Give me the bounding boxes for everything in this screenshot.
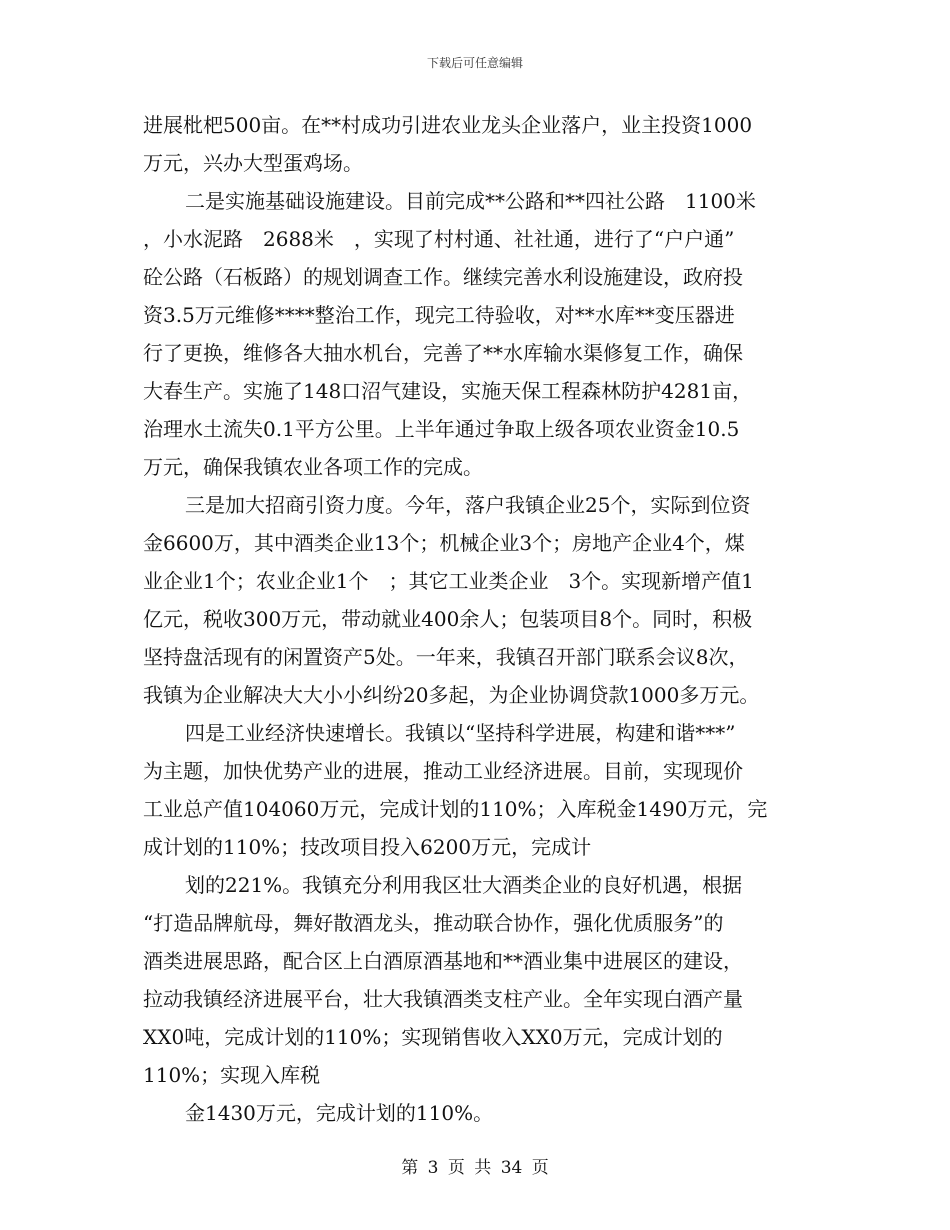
text-line: 110%；实现入库税 [143,1063,321,1087]
text-line: 为主题，加快优势产业的进展，推动工业经济进展。目前，实现现价 [143,759,743,783]
text-line: 金1430万元，完成计划的110%。 [185,1101,494,1125]
text-line: 金6600万，其中酒类企业13个；机械企业3个；房地产企业4个，煤 [143,531,745,555]
text-line: 工业总产值104060万元，完成计划的110%；入库税金1490万元，完 [143,797,768,821]
document-body [143,106,823,1132]
text-line: 资3.5万元维修****整治工作，现完工待验收，对**水库**变压器进 [143,303,735,327]
text-line: “打造品牌航母，舞好散酒龙头，推动联合协作，强化优质服务”的 [143,911,724,935]
text-line: 大春生产。实施了148口沼气建设，实施天保工程森林防护4281亩， [143,379,753,403]
text-line: 拉动我镇经济进展平台，壮大我镇酒类支柱产业。全年实现白酒产量 [143,987,743,1011]
text-line: 业企业1个；农业企业1个 ；其它工业类企业 3个。实现新增产值1 [143,569,754,593]
text-line: 二是实施基础设施建设。目前完成**公路和**四社公路 1100米 [185,189,756,213]
text-line: 行了更换，维修各大抽水机台，完善了**水库输水渠修复工作，确保 [143,341,743,365]
text-line: 酒类进展思路，配合区上白酒原酒基地和**酒业集中进展区的建设， [143,949,743,973]
page-footer: 第 3 页 共 34 页 [401,1158,549,1178]
text-line: 划的221%。我镇充分利用我区壮大酒类企业的良好机遇，根据 [185,873,743,897]
text-line: 坚持盘活现有的闲置资产5处。一年来，我镇召开部门联系会议8次， [143,645,749,669]
text-line: XX0吨，完成计划的110%；实现销售收入XX0万元，完成计划的 [143,1025,723,1049]
text-line: 亿元，税收300万元，带动就业400余人；包装项目8个。同时，积极 [143,607,753,631]
text-line: 三是加大招商引资力度。今年，落户我镇企业25个，实际到位资 [185,493,751,517]
page-header: 下载后可任意编辑 [426,56,523,70]
text-line: ，小水泥路 2688米 ，实现了村村通、社社通，进行了“户户通” [143,227,735,251]
text-line: 四是工业经济快速增长。我镇以“坚持科学进展，构建和谐***” [185,721,736,745]
text-line: 治理水土流失0.1平方公里。上半年通过争取上级各项农业资金10.5 [143,417,740,441]
text-line: 我镇为企业解决大大小小纠纷20多起，为企业协调贷款1000多万元。 [143,683,760,707]
text-line: 万元，兴办大型蛋鸡场。 [143,151,363,175]
text-line: 成计划的110%；技改项目投入6200万元，完成计 [143,835,592,859]
text-line: 万元，确保我镇农业各项工作的完成。 [143,455,483,479]
text-line: 砼公路（石板路）的规划调查工作。继续完善水利设施建设，政府投 [143,265,743,289]
text-line: 进展枇杷500亩。在**村成功引进农业龙头企业落户，业主投资1000 [143,113,753,137]
